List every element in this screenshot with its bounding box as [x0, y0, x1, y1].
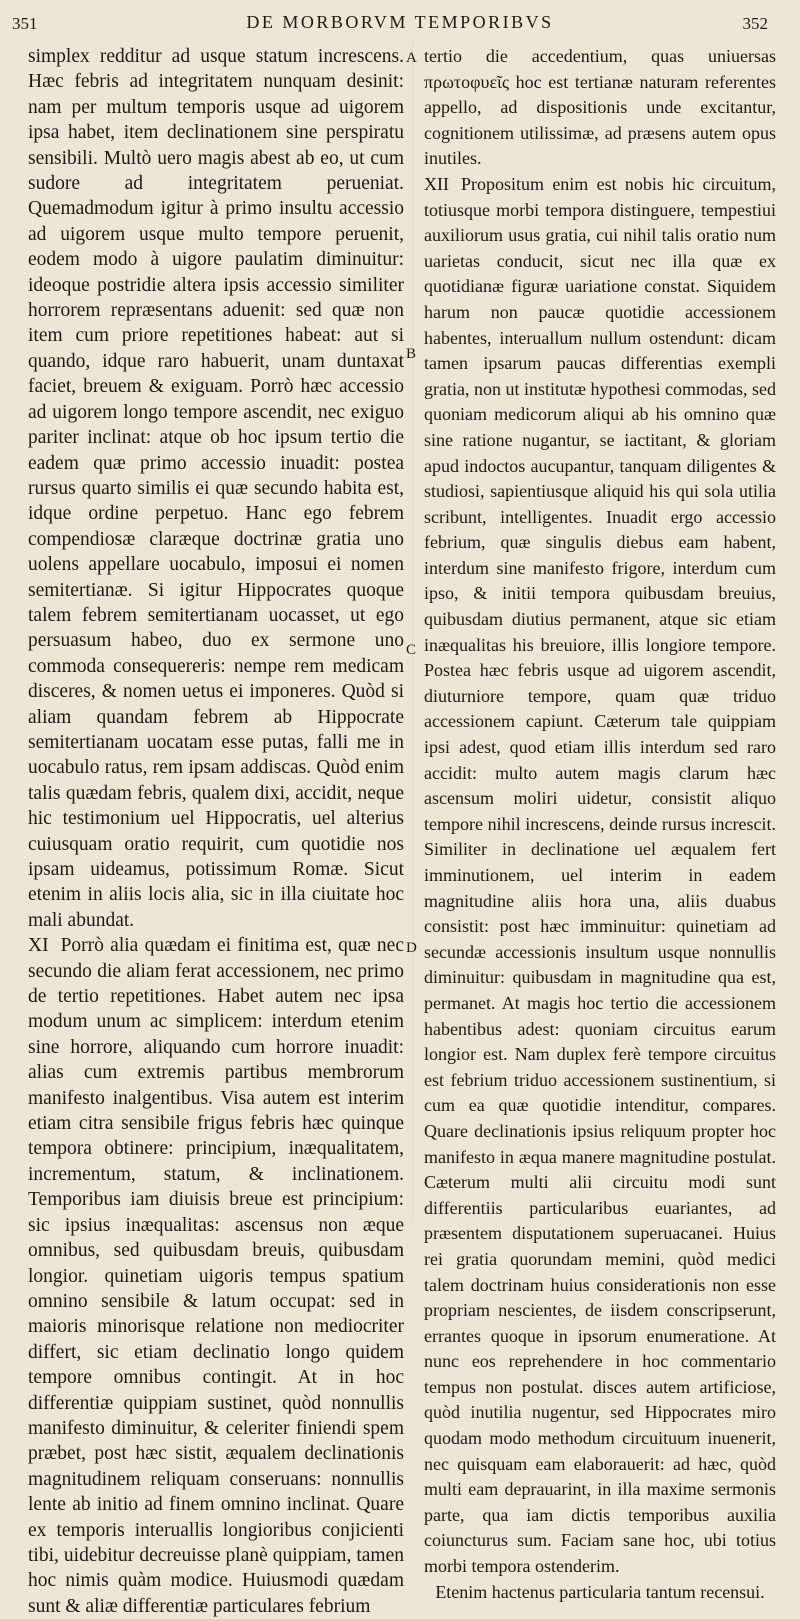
- left-column: [28, 44, 404, 1619]
- left-paragraph-1: simplex redditur ad usque statum increscens. Hæc febris ad integritatem nunquam desinit: nam per multum temporis usque ad uigorem ipsa habet, item declinationem sine perspiratu sensibili. Multò uero magis abest ab eo, ut cum sudore ad integritatem perueniat. Quemadmodum igitur à primo insultu accessio ad uigorem usque multo tempore peruenit, eodem modo à uigore paulatim diminuitur: ideoque postridie altera ipsis accessio similiter horrorem repræsentans aduenit: sed quæ non item cum priore repetitiones habeat: aut si quando, idque raro habuerit, unam duntaxat faciet, breuem & exiguam. Porrò hæc accessio ad uigorem longo tempore ascendit, nec exiguo pariter inclinat: atque ob hoc ipsum tertio die eadem quæ primo accessio inuadit: postea rursus quarto similis ei quæ secundo habita est, idque ordine perpetuo. Hanc ego febrem compendiosæ claræque doctrinæ gratia uno uolens appellare uocabulo, imposui ei nomen semitertianæ. Si igitur Hippocrates quoque talem febrem semitertianam uocasset, ut ego persuasum habeo, duo ex sermone uno commoda consequereris: nempe rem medicam disceres, & nomen uetus ei imponeres. Quòd si aliam quandam febrem ab Hippocrate semitertianam uocatam esse putas, falli me in uocabulo ratus, rem ipsam addiscas. Quòd enim talis quædam febris, qualem dixi, accidit, neque hic testimonium uel Hippocratis, uel alterius cuiusquam oratio requirit, cum quotidie nos ipsam uideamus, potissimum Romæ. Sicut etenim in aliis locis alia, sic in illa ciuitate hoc mali abundat.: [28, 46, 404, 931]
- right-paragraph-2: [424, 172, 776, 1580]
- page-number-left: 351: [12, 14, 38, 33]
- closing-text: Etenim hactenus particularia tantum recensui.: [435, 1581, 765, 1602]
- right-column: [424, 44, 776, 1605]
- margin-marker-c: C: [406, 642, 417, 658]
- running-title: DE MORBORVM TEMPORIBVS: [246, 12, 554, 32]
- section-number-xi: XI: [28, 935, 49, 957]
- column-gutter: [412, 40, 413, 1220]
- page-header: [0, 10, 800, 42]
- section-number-xii: XII: [424, 173, 449, 194]
- right-paragraph-1: tertio die accedentium, quas uniuersas πρωτοφυεῖς hoc est tertianæ naturam referentes appello, ad dispositionis unde excitantur, cognitionem utilissimæ, ad præsens autem opus inutiles.: [424, 46, 776, 169]
- page-number-right: 352: [742, 14, 768, 33]
- left-paragraph-2-text: Porrò alia quædam ei finitima est, quæ nec secundo die aliam ferat accessionem, nec primo de tertio repetitiones. Habet autem nec ipsa modum unum ac simplicem: interdum etenim sine horrore, aliquando cum horrore inuadit: alias cum extremis partibus membrorum manifesto inalgentibus. Visa autem est interim etiam citra sensibile frigus febris hæc quinque tempora obtinere: principium, inæqualitatem, incrementum, statum, & inclinationem. Temporibus iam diuisis breue est principium: sic ipsius inæqualitas: ascensus non æque omnibus, sed quibusdam breuis, quibusdam longior. quinetiam uigoris tempus spatium omnino sensibile & latum occupat: sed in maioris minorisque relatione non mediocriter differt, sic etiam declinatio longo quidem tempore omnibus contingit. At in hoc differentiæ quippiam sustinet, quòd nonnullis manifesto diminuitur, & celeriter finiendi spem præbet, post hæc sistit, æqualem declinationis magnitudinem reliquam conseruans: nonnullis lente ab initio ad finem omnino inclinat. Quare ex temporis interuallis longioribus conjicienti tibi, uidebitur decreuisse planè quippiam, tamen hoc nimis quàm modice. Huiusmodi quædam sunt & aliæ differentiæ particulares febrium: [28, 935, 404, 1617]
- left-paragraph-2: [28, 933, 404, 1619]
- margin-marker-d: D: [406, 940, 417, 956]
- right-paragraph-2-text: Propositum enim est nobis hic circuitum, totiusque morbi tempora distinguere, tempestiui auxiliorum usus gratia, cui nihil talis oratio num uarietas conducit, sicut nec illa quæ ex quotidianæ figuræ uariatione constat. Siquidem harum non paucæ quotidie accessionem habentes, interuallum nullum ostendunt: dicam tamen ipsarum paucas differentias exempli gratia, non ut institutæ hypothesi commodas, sed quoniam medicorum aliqui ab his omnino quæ sine ratione nugantur, se iactitant, & gloriam apud indoctos aucupantur, tanquam diligentes & studiosi, sapientiusque aliquid his qui sola utilia scribunt, intelligentes. Inuadit ergo accessio febrium, quæ singulis diebus eam habent, interdum sine manifesto frigore, interdum cum ipso, & initii tempora quibusdam breuius, quibusdam diutius permanent, atque sic etiam inæqualitas his breuiore, illis longiore tempore. Postea hæc febris usque ad uigorem ascendit, diuturniore tempore, quam quæ triduo accessionem capiunt. Cæterum tale quippiam ipsi adest, quod etiam illis interdum sed raro accidit: multo autem magis clarum hæc ascensum moliri uidetur, consistit aliquo tempore nihil increscens, deinde rursus increscit. Similiter in declinatione uel æqualem fert imminutionem, uel interim in eadem magnitudine aliis hora una, aliis duabus consistit: post hæc imminuitur: quinetiam ad secundæ accessionis insultum usque nonnullis diminuitur: quibusdam in magnitudine qua est, permanet. At magis hoc tertio die accessionem habentibus adest: quoniam circuitus earum longior est. Nam duplex ferè tempore circuitus est febrium triduo accessionem sustinentium, si cum ea quæ quotidie intenditur, compares. Quare declinationis ipsius reliquum propter hoc manifesto in æqua manere magnitudine postulat. Cæterum multi alii circuitu modi sunt differentiis particularibus euariantes, ad præsentem disputationem superuacanei. Huius rei gratia quorundam memini, quòd medici talem doctrinam huius considerationis non esse propriam nescientes, de iisdem conscripserunt, errantes quoque in ipsorum enumeratione. At nunc eos reprehendere in hoc commentario tempus non postulat. disces autem artificiose, quòd inutilia nugentur, sed Hippocrates miro quodam modo methodum circuituum inuenerit, nec quisquam eam elaborauerit: ad hæc, quòd multi eam deprauarint, in illa maxime sermonis parte, qua iam dictis temporibus auxilia coiuncturus sum. Faciam sane hoc, ubi totius morbi tempora ostenderim.: [424, 173, 776, 1577]
- margin-marker-a: A: [406, 50, 417, 66]
- margin-marker-b: B: [406, 346, 417, 362]
